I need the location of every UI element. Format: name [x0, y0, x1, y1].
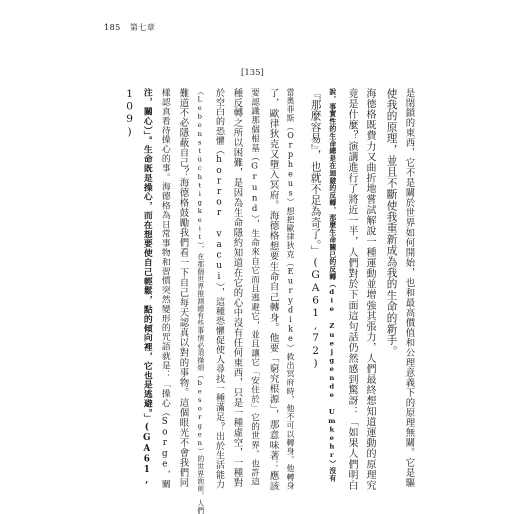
text-column: 了，歐律狄克又墮入冥府。海德格想要生命自己轉身。他要「窮究根源」，那意味著：應該: [267, 88, 279, 492]
original-page-marker: [135]: [241, 68, 264, 78]
text-column: 109): [123, 88, 136, 139]
text-column: 是閉鎖的東西，它不是關於世界如何開始，也和最高價值和公理意義下的原理無關。它是驅: [403, 88, 415, 488]
text-column: 當奧菲斯（Orpheus）想把歐律狄克（Eurydike）救出冥府時，他不可以轉身。他轉身: [286, 88, 295, 490]
text-column: 難道不必隱蔽自己？海德格鼓勵我們看一下自己每天認真以對的事物。這個眼光不會我們同: [177, 88, 189, 488]
text-column: 於空白的恐懼（horror vacui），這種恐懼促使人尋找一種滿足？出於生活能力: [214, 88, 224, 490]
page-number: 185: [104, 23, 121, 32]
text-column: 樣認真看待操心的事。海德格為日常事物和習慣突然變形的咒語就是：「操心（Sorge，關: [159, 88, 170, 489]
text-column: 海德格既費力又曲折地嘗試解說一種運動並增強其張力，人們最終想知道運動的原理究: [364, 88, 375, 491]
text-column: 竟是什麼？演講進行了將近一半，人們對於下面這句話仍然感到驚訝：「如果人們明白: [346, 88, 357, 491]
text-column: 『那麼容易』，也就不足為奇了。」(GA61,72): [309, 88, 322, 370]
text-column: 要認識那個根基（Grund），生命來自它而且逃避它，並且讓它「安住於」它的世界。也許這: [249, 88, 260, 487]
text-column-bold: 說，事實性的生命總是在迴避的反轉，那麼生命關已的反轉（die Zuejgende Umkehr）沒有: [327, 88, 336, 482]
text-column-bold: 注，關心）」。生命既是操心，而在想要使自己輕鬆，點的傾向裡，它也是逃避。」(GA61,: [141, 88, 152, 487]
running-header: [104, 22, 161, 33]
chapter-title: 第七章: [129, 23, 156, 32]
text-column: 使我的原理，並且不斷使我重新成為我的生命的新手。: [385, 88, 398, 357]
text-column: （Lebenstüchtigkeit），在那個世界推測總有些事情必須操煩（besorgen）的世界面前，人們: [195, 88, 204, 514]
text-column: 種反轉之所以困難，是因為生命隱約知道在它的心中沒有任何東西，只是一種虛空，一種對: [231, 88, 243, 488]
